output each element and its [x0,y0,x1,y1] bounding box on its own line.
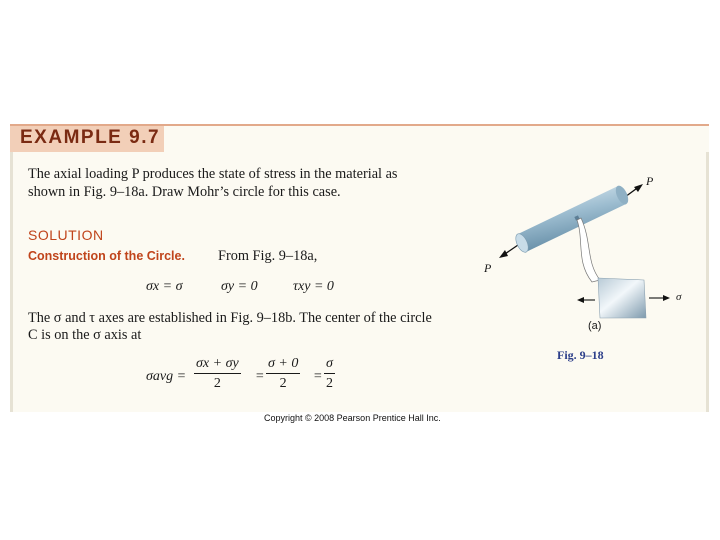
equation-tau-xy: τxy = 0 [293,279,334,294]
problem-line-2: shown in Fig. 9–18a. Draw Mohr’s circle for this case. [28,184,341,200]
detail-leader [577,218,600,282]
fraction-3 [324,356,335,392]
equation-sigma-y: σy = 0 [221,279,258,294]
fraction-2-denominator: 2 [279,376,287,391]
step-text: From Fig. 9–18a, [218,248,318,264]
paragraph2-line-2: C is on the σ axis at [28,327,142,343]
equation-sigma-x: σx = σ [146,279,183,294]
solution-heading: SOLUTION [28,227,104,243]
right-border [706,152,709,412]
figure-caption: Fig. 9–18 [557,348,604,362]
fraction-3-denominator: 2 [325,376,333,391]
label-p-top: P [646,174,654,188]
example-title: EXAMPLE 9.7 [20,127,161,148]
fraction-1-denominator: 2 [213,376,221,391]
equals-sign-2: = [313,369,323,384]
bar-cylinder [513,184,631,254]
label-sigma: σ [676,291,682,303]
problem-line-1: The axial loading P produces the state of stress in the material as [28,166,398,182]
fraction-3-numerator: σ [324,356,335,374]
equals-sign-1: = [255,369,265,384]
equation-avg-lhs: σavg = [146,369,187,384]
bar-figure [480,170,690,320]
stress-element [577,278,670,318]
paragraph2-line-1: The σ and τ axes are established in Fig. 9–18b. The center of the circle [28,310,432,326]
fraction-1 [194,356,241,392]
left-border [10,152,13,412]
step-title: Construction of the Circle. [28,249,185,263]
figure-sublabel: (a) [588,320,602,332]
fraction-2 [266,356,300,392]
fraction-2-numerator: σ + 0 [266,356,300,374]
fraction-1-numerator: σx + σy [194,356,241,374]
label-p-bottom: P [484,261,492,275]
copyright-notice: Copyright © 2008 Pearson Prentice Hall Inc. [264,413,441,423]
